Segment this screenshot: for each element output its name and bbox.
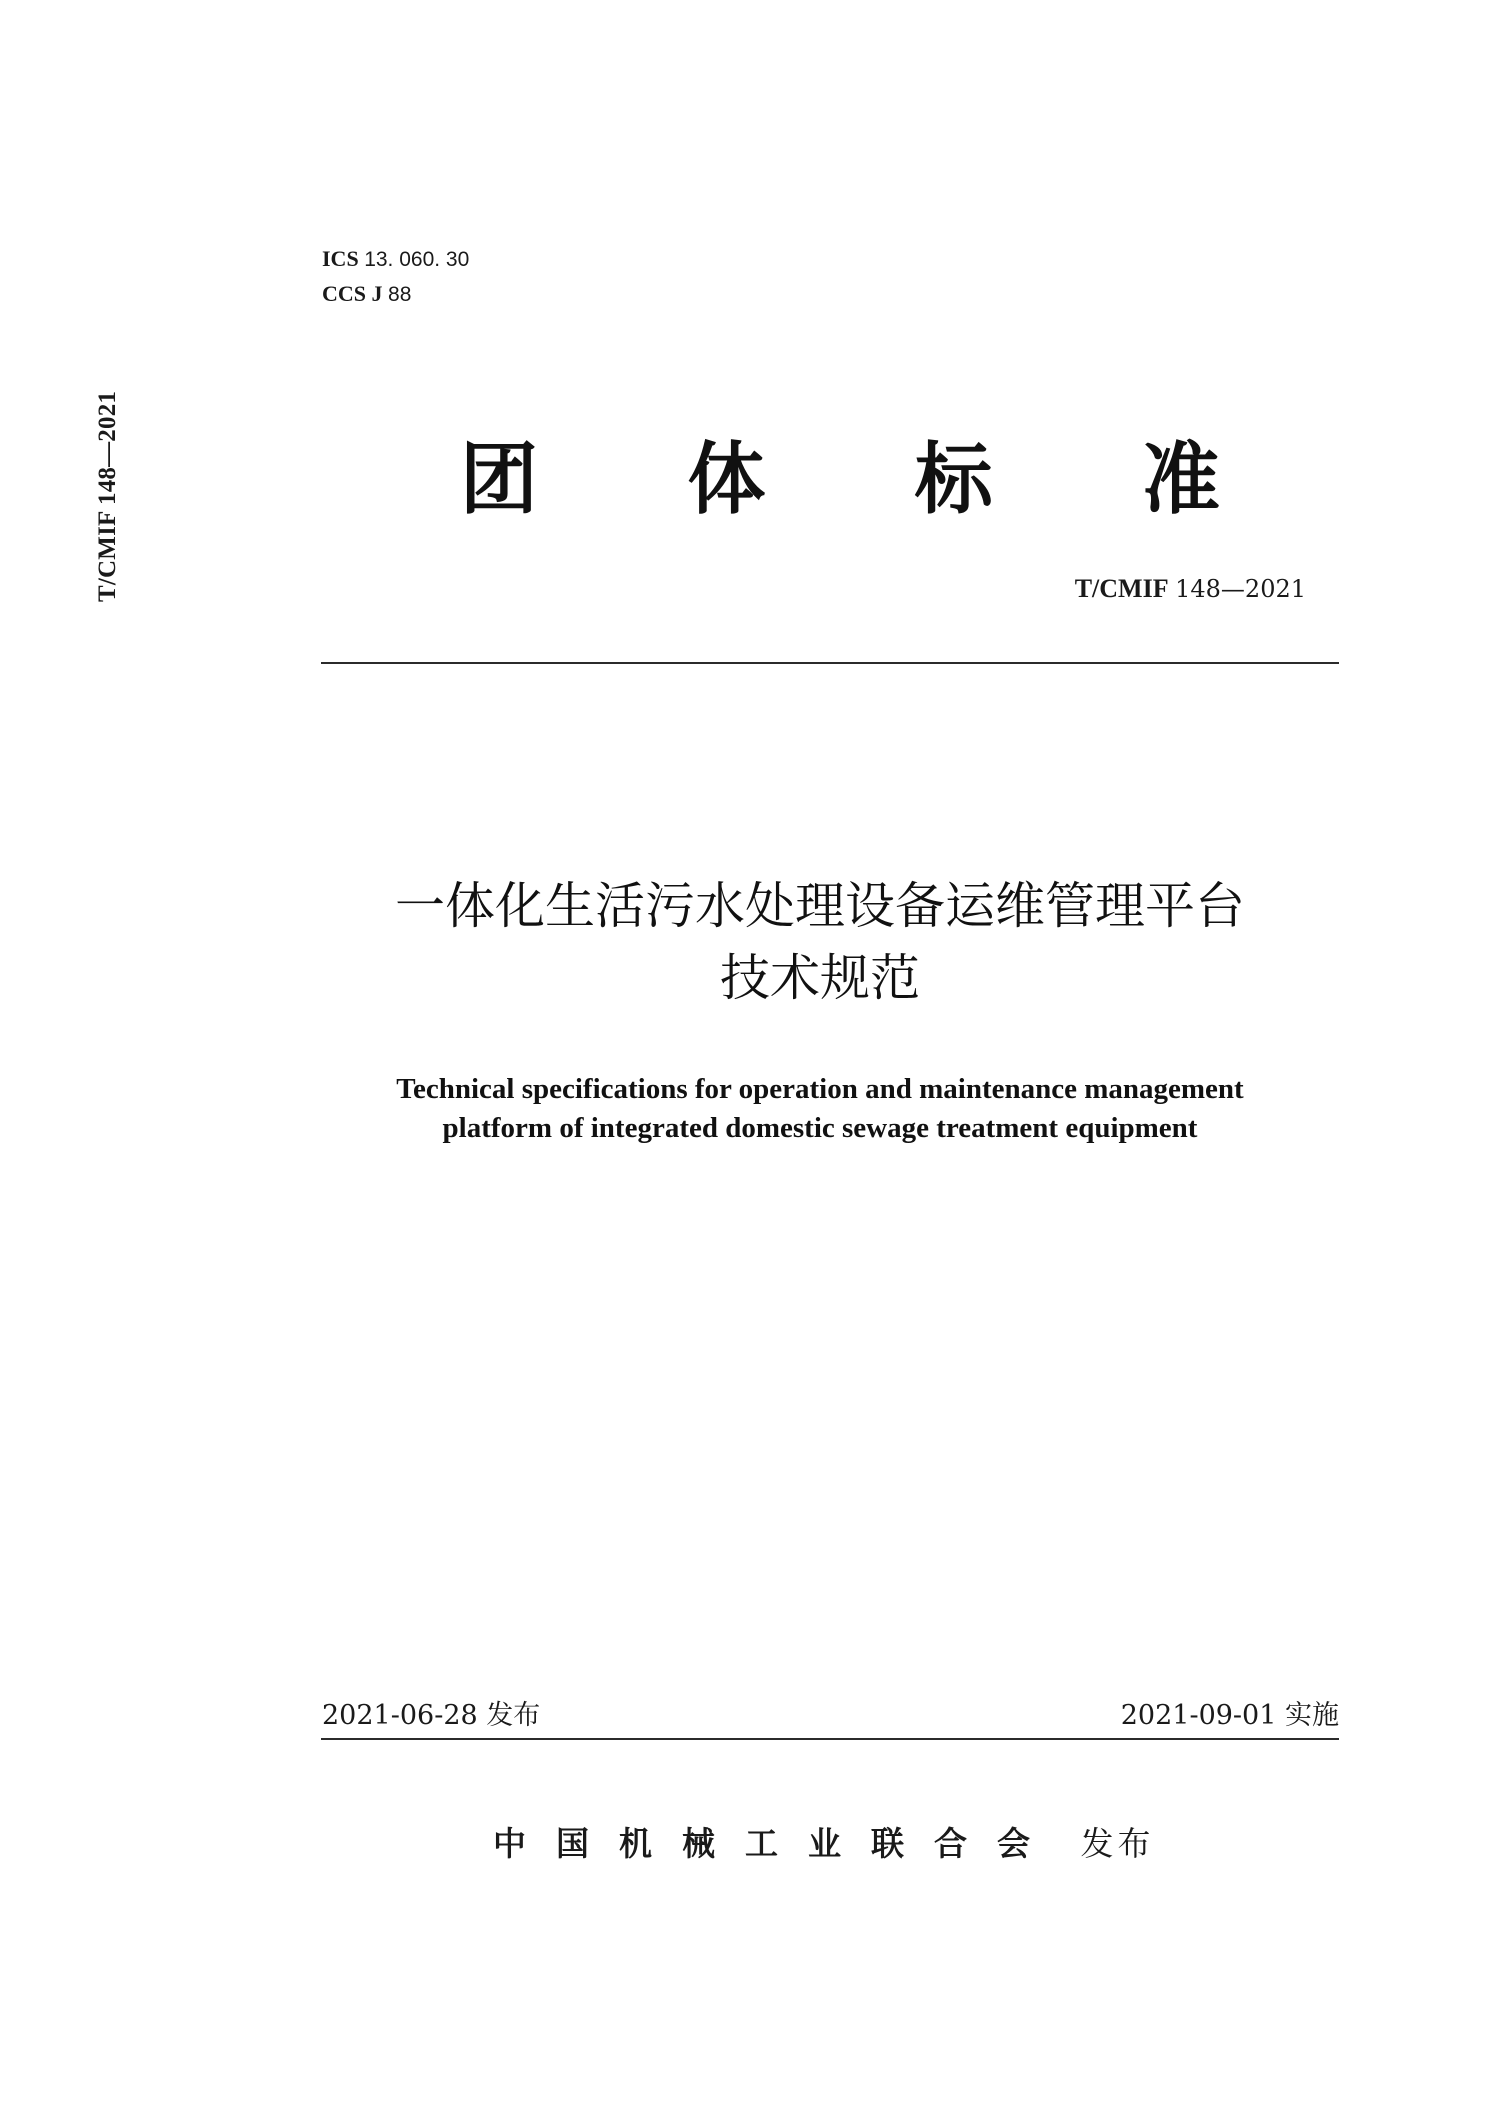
- ccs-value: 88: [388, 283, 412, 306]
- title-chinese-line-2: 技术规范: [720, 949, 920, 1007]
- ccs-label: CCS J: [322, 281, 383, 306]
- document-type-heading: [460, 425, 1220, 535]
- spine-standard-code: T/CMIF 148—2021: [94, 390, 121, 602]
- publisher-action: 发布: [1080, 1824, 1155, 1863]
- document-type-char: 团: [460, 435, 539, 525]
- title-english-line-1: Technical specifications for operation and maintenance management: [396, 1073, 1244, 1105]
- ics-line: [322, 242, 469, 277]
- bottom-divider: [321, 1738, 1339, 1740]
- title-english: [250, 1070, 1390, 1148]
- classification-block: [322, 242, 469, 312]
- title-chinese-line-1: 一体化生活污水处理设备运维管理平台: [395, 877, 1245, 935]
- publisher: [493, 1822, 1155, 1866]
- implementation-date: 2021-09-01 实施: [1120, 1700, 1339, 1731]
- standard-number-prefix: T/CMIF: [1074, 574, 1169, 603]
- title-chinese: [250, 870, 1390, 1014]
- top-divider: [321, 662, 1339, 664]
- title-english-line-2: platform of integrated domestic sewage treatment equipment: [442, 1112, 1198, 1144]
- standard-number-value: 148—2021: [1175, 575, 1306, 603]
- publisher-organization: 中国机械工业联合会: [493, 1824, 1060, 1863]
- ccs-line: [322, 277, 469, 312]
- ics-value: 13. 060. 30: [364, 248, 470, 271]
- standard-number: [1075, 572, 1306, 606]
- issue-date: 2021-06-28 发布: [322, 1700, 541, 1731]
- ics-label: ICS: [322, 246, 359, 271]
- document-type-char: 标: [914, 435, 993, 525]
- document-type-char: 体: [687, 435, 766, 525]
- document-type-char: 准: [1141, 435, 1220, 525]
